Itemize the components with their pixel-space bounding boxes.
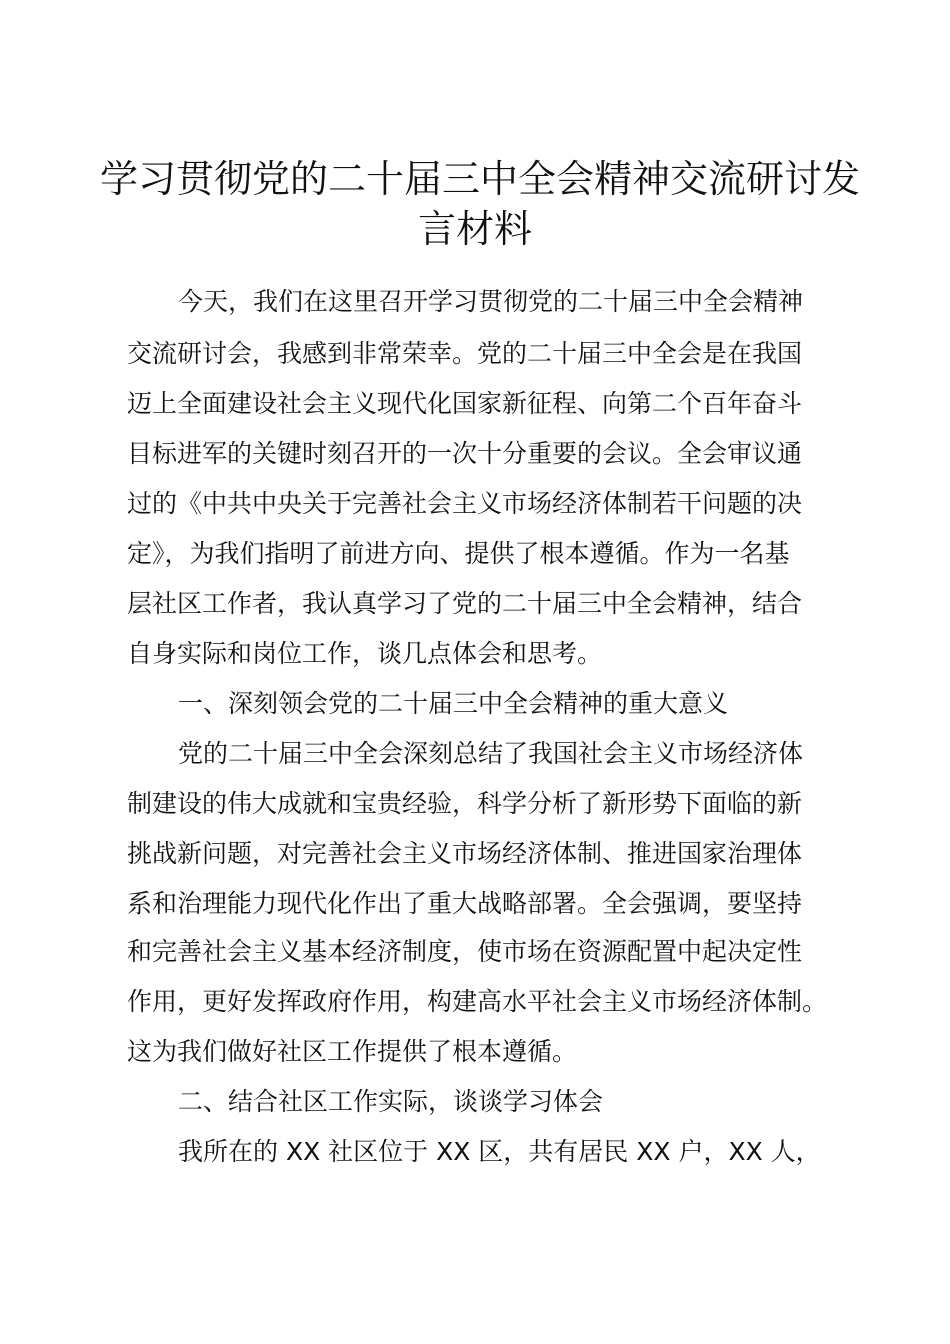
paragraph-2-line-1: 党的二十届三中全会深刻总结了我国社会主义市场经济体 [178,739,804,768]
paragraph-1-line-5: 过的《中共中央关于完善社会主义市场经济体制若干问题的决 [127,489,803,518]
section-heading-1: 一、深刻领会党的二十届三中全会精神的重大意义 [178,689,729,718]
paragraph-1-line-3: 迈上全面建设社会主义现代化国家新征程、向第二个百年奋斗 [127,389,803,418]
paragraph-1-line-7: 层社区工作者，我认真学习了党的二十届三中全会精神，结合 [127,589,803,618]
paragraph-1-line-2: 交流研讨会，我感到非常荣幸。党的二十届三中全会是在我国 [127,339,803,368]
paragraph-1-line-1: 今天，我们在这里召开学习贯彻党的二十届三中全会精神 [178,287,804,316]
section-heading-2: 二、结合社区工作实际，谈谈学习体会 [178,1087,604,1116]
paragraph-1-line-4: 目标进军的关键时刻召开的一次十分重要的会议。全会审议通 [127,439,803,468]
paragraph-3-line-1: 我所在的 XX 社区位于 XX 区，共有居民 XX 户，XX 人， [178,1137,821,1166]
paragraph-2-line-4: 系和治理能力现代化作出了重大战略部署。全会强调，要坚持 [127,889,803,918]
document-title [100,154,861,254]
paragraph-2-line-3: 挑战新问题，对完善社会主义市场经济体制、推进国家治理体 [127,839,803,868]
title-line-2: 言材料 [417,207,532,251]
paragraph-1-line-6: 定》，为我们指明了前进方向、提供了根本遵循。作为一名基 [127,539,790,568]
paragraph-2-line-6: 作用，更好发挥政府作用，构建高水平社会主义市场经济体制。 [127,987,828,1016]
paragraph-1-line-8: 自身实际和岗位工作，谈几点体会和思考。 [127,639,603,668]
paragraph-2-line-2: 制建设的伟大成就和宝贵经验，科学分析了新形势下面临的新 [127,789,803,818]
paragraph-2-line-5: 和完善社会主义基本经济制度，使市场在资源配置中起决定性 [127,937,803,966]
title-line-1: 学习贯彻党的二十届三中全会精神交流研讨发 [100,157,861,201]
paragraph-2-line-7: 这为我们做好社区工作提供了根本遵循。 [127,1037,578,1066]
